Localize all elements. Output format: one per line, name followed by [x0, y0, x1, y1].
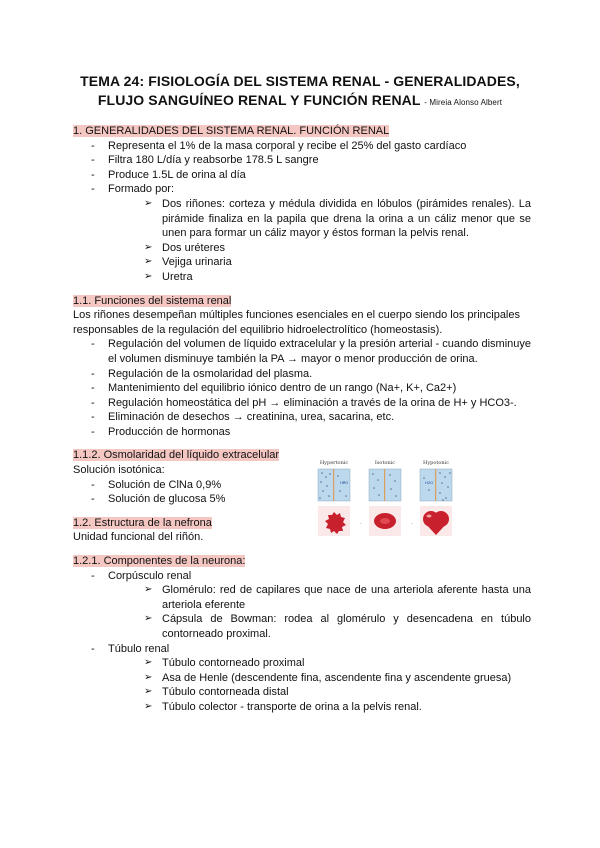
document-title — [60, 72, 540, 112]
label-isotonic: Isotonic — [374, 460, 396, 466]
beaker-hypotonic — [420, 469, 452, 501]
section-1-1-list — [73, 337, 531, 439]
list-item: - Regulación homeostática del pH → eliminación a través de la orina de H+ y HCO3-. — [73, 396, 531, 411]
list-item — [73, 642, 531, 715]
list-item — [73, 182, 531, 284]
water-label: H2O — [425, 480, 434, 485]
list-item: - Regulación de la osmolaridad del plasma. — [73, 367, 531, 382]
list-item: - Filtra 180 L/día y reabsorbe 178.5 L sangre — [73, 153, 531, 168]
cell-panel-isotonic — [369, 506, 401, 536]
section-1-1-2-list — [73, 478, 531, 507]
svg-text:.: . — [360, 520, 362, 526]
list-item-text: Corpúsculo renal — [108, 569, 192, 582]
sub-list-item: ➢ Asa de Henle (descendente fina, ascendente fina y ascendente gruesa) — [142, 671, 531, 686]
section-1-heading: 1. GENERALIDADES DEL SISTEMA RENAL. FUNCIÓN RENAL — [73, 125, 390, 137]
cell-panel-hypertonic — [318, 506, 350, 536]
list-item — [73, 569, 531, 642]
sub-list-item: ➢ Dos riñones: corteza y médula dividida en lóbulos (pirámides renales). La pirámide finaliza en la papila que drena la orina a un cáliz menor que se unen para formar un cáliz mayor y éstos forman la pelvis renal. — [142, 197, 531, 241]
section-1-1-heading: 1.1. Funciones del sistema renal — [73, 294, 232, 307]
section-1-list — [73, 139, 531, 285]
list-item-text: Túbulo renal — [108, 642, 170, 655]
document-body — [73, 124, 531, 715]
beaker-hypertonic — [318, 469, 350, 501]
water-label: H2O — [340, 480, 349, 485]
svg-text:.: . — [411, 520, 413, 526]
sub-list-item: ➢ Dos uréteres — [142, 241, 531, 256]
author-name: - Mireia Alonso Albert — [424, 98, 503, 107]
cell-panel-hypotonic — [420, 506, 452, 536]
section-1-2-1-list — [73, 569, 531, 715]
title-line-2: FLUJO SANGUÍNEO RENAL Y FUNCIÓN RENAL — [97, 92, 421, 108]
list-item: - Producción de hormonas — [73, 425, 531, 440]
sub-list-item: ➢ Uretra — [142, 270, 531, 285]
list-item: - Mantenimiento del equilibrio iónico dentro de un rango (Na+, K+, Ca2+) — [73, 381, 531, 396]
sub-list-item: ➢ Túbulo colector - transporte de orina a la pelvis renal. — [142, 700, 531, 715]
sub-list — [108, 656, 531, 714]
section-1-2-text: Unidad funcional del riñón. — [73, 531, 204, 544]
sub-list-item: ➢ Cápsula de Bowman: rodea al glomérulo y desencadena en túbulo contorneado proximal. — [142, 612, 531, 641]
sub-list — [108, 197, 531, 285]
title-line-1: TEMA 24: FISIOLOGÍA DEL SISTEMA RENAL - GENERALIDADES, — [80, 73, 520, 89]
sub-list-item: ➢ Túbulo contorneado proximal — [142, 656, 531, 671]
list-item-text: Formado por: — [108, 183, 175, 196]
sub-list — [108, 583, 531, 641]
label-hypertonic: Hypertonic — [319, 460, 349, 466]
sub-list-item: ➢ Vejiga urinaria — [142, 255, 531, 270]
osmosis-figure — [316, 456, 454, 538]
section-1-1-intro: Los riñones desempeñan múltiples funciones esenciales en el cuerpo siendo los principales responsables de la regulación del equilibrio hidroelectrolítico (homeostasis). — [73, 309, 520, 336]
section-1-1-2-heading: 1.1.2. Osmolaridad del líquido extracelular — [73, 449, 280, 462]
list-item: - Regulación del volumen de líquido extracelular y la presión arterial - cuando disminuye el volumen disminuye también la PA → mayor o menor producción de orina. — [73, 337, 531, 366]
section-1-1-2-intro: Solución isotónica: — [73, 464, 165, 477]
section-1-2-heading: 1.2. Estructura de la nefrona — [73, 516, 212, 529]
sub-list-item: ➢ Túbulo contorneada distal — [142, 685, 531, 700]
sub-list-item: ➢ Glomérulo: red de capilares que nace de una arteriola aferente hasta una arteriola eferente — [142, 583, 531, 612]
label-hypotonic: Hypotonic — [422, 460, 450, 466]
list-item: - Produce 1.5L de orina al día — [73, 168, 531, 183]
section-1-2-1-heading: 1.2.1. Componentes de la neurona: — [73, 555, 246, 568]
beaker-isotonic — [369, 469, 401, 501]
list-item: - Solución de ClNa 0,9% — [73, 478, 531, 493]
list-item: - Eliminación de desechos → creatinina, urea, sacarina, etc. — [73, 410, 531, 425]
list-item: - Representa el 1% de la masa corporal y recibe el 25% del gasto cardíaco — [73, 139, 531, 154]
list-item: - Solución de glucosa 5% — [73, 492, 531, 507]
